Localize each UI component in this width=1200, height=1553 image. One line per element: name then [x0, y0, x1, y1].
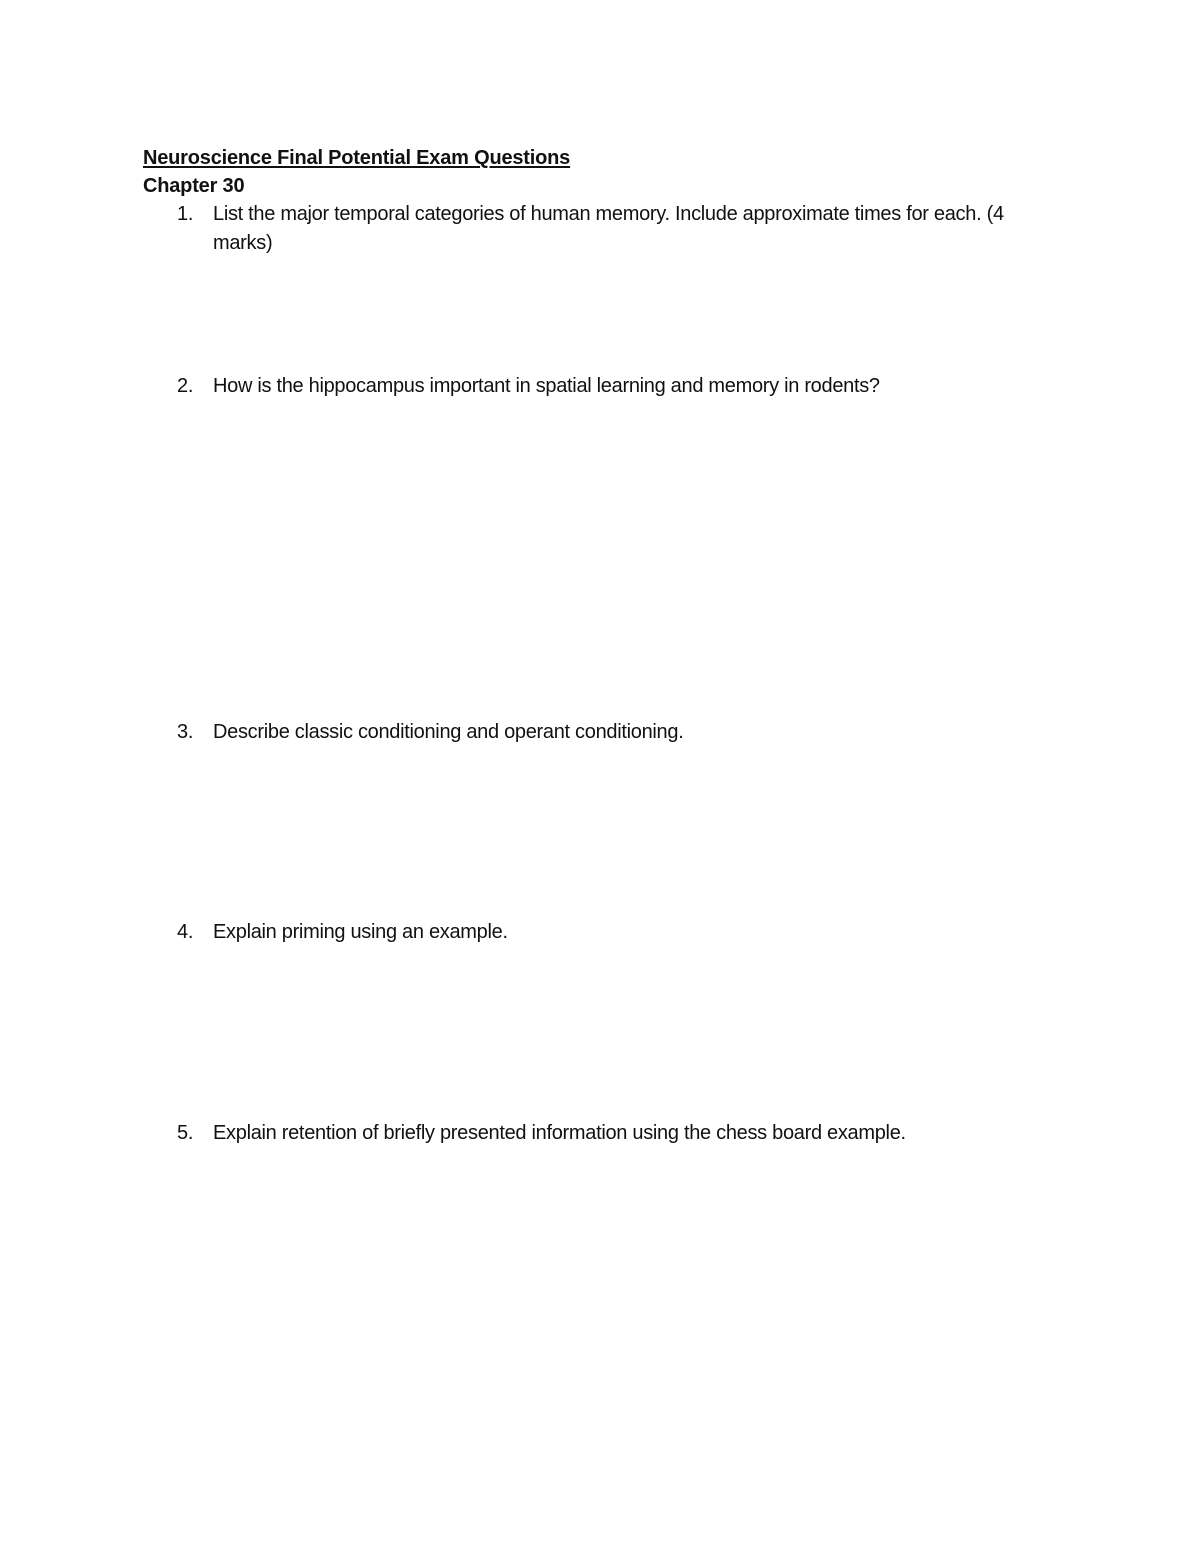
chapter-heading: Chapter 30: [143, 175, 245, 197]
question-text: Explain retention of briefly presented information using the chess board example.: [213, 1122, 906, 1144]
question-item: [177, 918, 1047, 947]
question-text: List the major temporal categories of human memory. Include approximate times for each. (4 marks): [213, 203, 1004, 254]
question-number: 4.: [177, 921, 194, 943]
question-number: 3.: [177, 721, 194, 743]
question-item: [177, 200, 1047, 258]
question-item: [177, 1119, 1047, 1148]
question-number: 1.: [177, 203, 194, 225]
question-item: [177, 372, 1047, 401]
question-number: 2.: [177, 375, 194, 397]
question-text: Describe classic conditioning and operant conditioning.: [213, 721, 684, 743]
question-text: How is the hippocampus important in spatial learning and memory in rodents?: [213, 375, 880, 397]
question-item: [177, 718, 1047, 747]
question-number: 5.: [177, 1122, 194, 1144]
question-text: Explain priming using an example.: [213, 921, 508, 943]
document-title: Neuroscience Final Potential Exam Questions: [143, 147, 571, 169]
